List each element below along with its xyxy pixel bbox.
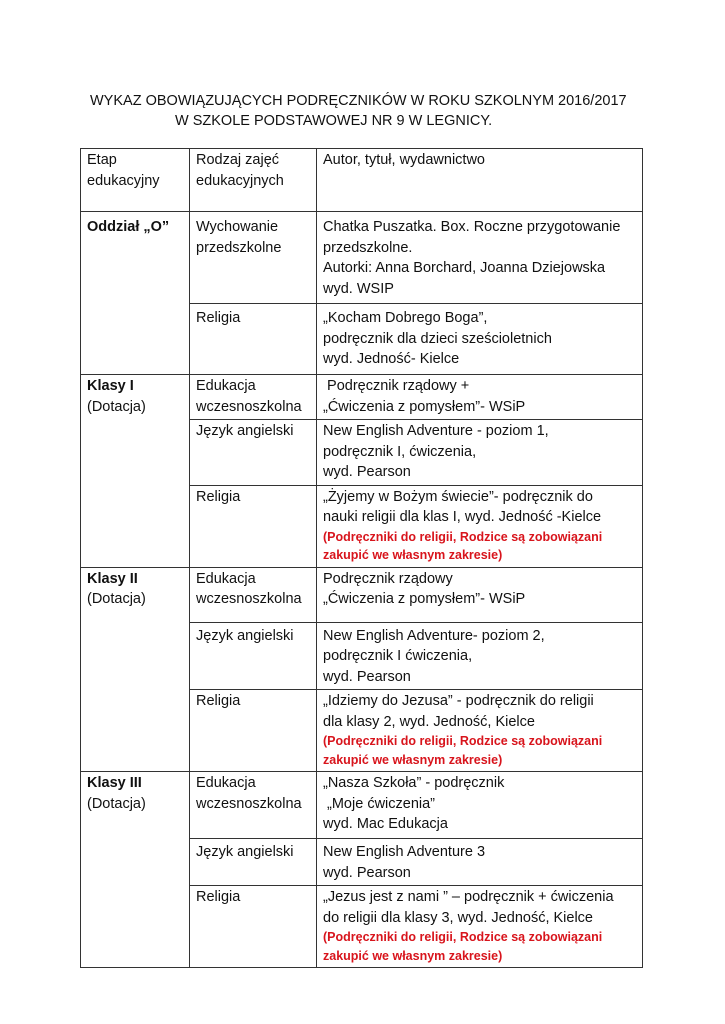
stage-cell-oddzial-o — [81, 212, 190, 375]
textbook-table — [80, 148, 643, 968]
book-cell: New English Adventure - poziom 1, podręcznik I, ćwiczenia, wyd. Pearson — [317, 420, 643, 486]
subject-cell: Religia — [190, 485, 317, 567]
book-cell: Podręcznik rządowy + „Ćwiczenia z pomysłem”- WSiP — [317, 375, 643, 420]
parents-note: (Podręczniki do religii, Rodzice są zobowiązani — [323, 734, 603, 748]
parents-note: (Podręczniki do religii, Rodzice są zobowiązani — [323, 930, 603, 944]
parents-note: zakupić we własnym zakresie) — [323, 548, 503, 562]
subject-cell: Edukacja wczesnoszkolna — [190, 375, 317, 420]
subject-cell: Język angielski — [190, 622, 317, 690]
stage-sub: (Dotacja) — [87, 795, 146, 812]
subject-cell: Wychowanie przedszkolne — [190, 212, 317, 304]
table-header-row — [81, 149, 643, 212]
stage-cell-klasy-2 — [81, 567, 190, 772]
subject-cell: Religia — [190, 304, 317, 375]
subject-cell: Edukacja wczesnoszkolna — [190, 567, 317, 622]
table-row — [81, 375, 643, 420]
subject-cell: Religia — [190, 886, 317, 968]
subject-cell: Język angielski — [190, 839, 317, 886]
book-cell: „Nasza Szkoła” - podręcznik „Moje ćwiczenia” wyd. Mac Edukacja — [317, 772, 643, 839]
header-author: Autor, tytuł, wydawnictwo — [317, 149, 643, 212]
parents-note: (Podręczniki do religii, Rodzice są zobowiązani — [323, 529, 603, 544]
stage-name: Oddział „O” — [87, 219, 170, 235]
parents-note: zakupić we własnym zakresie) — [323, 948, 503, 963]
book-cell: Podręcznik rządowy „Ćwiczenia z pomysłem”- WSiP — [317, 567, 643, 622]
stage-sub: (Dotacja) — [87, 398, 146, 415]
stage-name: Klasy I — [87, 378, 134, 394]
title-line-2: W SZKOLE PODSTAWOWEJ NR 9 W LEGNICY. — [175, 113, 493, 129]
book-cell: Chatka Puszatka. Box. Roczne przygotowanie przedszkolne. Autorki: Anna Borchard, Joanna Dziejowska wyd. WSIP — [317, 212, 643, 304]
header-subject: Rodzaj zajęć edukacyjnych — [190, 149, 317, 212]
book-cell: „Idziemy do Jezusa” - podręcznik do religii dla klasy 2, wyd. Jedność, Kielce (Podręczniki do religii, Rodzice są zobowiązani zakupić we własnym zakresie) — [317, 690, 643, 772]
stage-name: Klasy II — [87, 570, 138, 587]
stage-sub: (Dotacja) — [87, 591, 146, 607]
header-stage: Etap edukacyjny — [81, 149, 190, 212]
title-line-1: WYKAZ OBOWIĄZUJĄCYCH PODRĘCZNIKÓW W ROKU SZKOLNYM 2016/2017 — [90, 93, 627, 109]
table-row — [81, 772, 643, 839]
parents-note: zakupić we własnym zakresie) — [323, 752, 503, 767]
table-row — [81, 212, 643, 304]
table-row — [81, 567, 643, 622]
book-cell: New English Adventure 3 wyd. Pearson — [317, 839, 643, 886]
book-cell: „Jezus jest z nami ” – podręcznik + ćwiczenia do religii dla klasy 3, wyd. Jedność, Kielce (Podręczniki do religii, Rodzice są zobowiązani zakupić we własnym zakresie) — [317, 886, 643, 968]
subject-cell: Edukacja wczesnoszkolna — [190, 772, 317, 839]
stage-cell-klasy-1 — [81, 375, 190, 568]
stage-cell-klasy-3 — [81, 772, 190, 968]
book-cell: „Żyjemy w Bożym świecie”- podręcznik do nauki religii dla klas I, wyd. Jedność -Kielce (Podręczniki do religii, Rodzice są zobowiązani zakupić we własnym zakresie) — [317, 485, 643, 567]
book-cell: New English Adventure- poziom 2, podręcznik I ćwiczenia, wyd. Pearson — [317, 622, 643, 690]
subject-cell: Religia — [190, 690, 317, 772]
stage-name: Klasy III — [87, 775, 142, 791]
book-cell: „Kocham Dobrego Boga”, podręcznik dla dzieci sześcioletnich wyd. Jedność- Kielce — [317, 304, 643, 375]
subject-cell: Język angielski — [190, 420, 317, 486]
